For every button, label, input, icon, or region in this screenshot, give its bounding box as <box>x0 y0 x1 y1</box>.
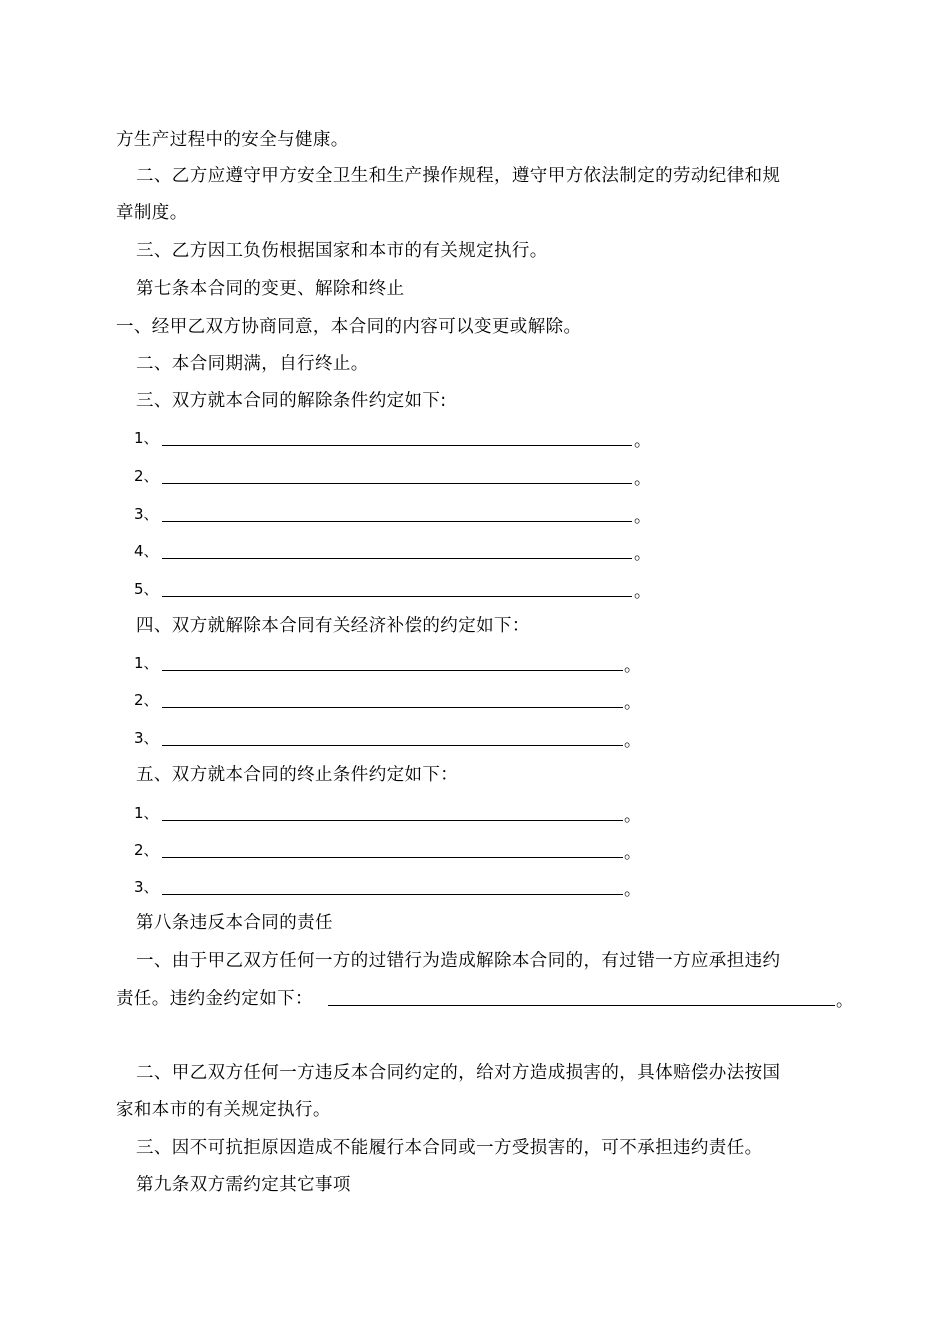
item-period: 。 <box>624 731 641 751</box>
paragraph-work-injury: 三、乙方因工负伤根据国家和本市的有关规定执行。 <box>136 241 548 261</box>
item-period: 。 <box>634 469 651 489</box>
article-8-clause-3: 三、因不可抗拒原因造成不能履行本合同或一方受损害的，可不承担违约责任。 <box>136 1138 763 1158</box>
paragraph-obey-rules-cont: 章制度。 <box>116 203 188 223</box>
item-number: 2、 <box>134 467 159 485</box>
article-7-clause-4: 四、双方就解除本合同有关经济补偿的约定如下： <box>136 616 530 636</box>
fill-in-blank[interactable] <box>162 745 623 746</box>
article-7-clause-1: 一、经甲乙双方协商同意，本合同的内容可以变更或解除。 <box>116 317 582 337</box>
paragraph-obey-rules: 二、乙方应遵守甲方安全卫生和生产操作规程，遵守甲方依法制定的劳动纪律和规 <box>136 166 781 186</box>
item-number: 2、 <box>134 841 159 859</box>
penalty-fill-in-blank[interactable] <box>328 1005 835 1006</box>
item-number: 4、 <box>134 542 159 560</box>
item-period: 。 <box>634 431 651 451</box>
item-number: 3、 <box>134 878 159 896</box>
article-8-clause-2-cont: 家和本市的有关规定执行。 <box>116 1100 331 1120</box>
item-period: 。 <box>624 656 641 676</box>
fill-in-blank[interactable] <box>162 707 623 708</box>
item-period: 。 <box>634 507 651 527</box>
item-period: 。 <box>624 693 641 713</box>
article-9-title: 第九条双方需约定其它事项 <box>136 1175 351 1195</box>
article-8-title: 第八条违反本合同的责任 <box>136 913 333 933</box>
penalty-period: 。 <box>836 991 853 1011</box>
article-7-clause-5: 五、双方就本合同的终止条件约定如下： <box>136 765 459 785</box>
item-number: 5、 <box>134 580 159 598</box>
article-7-title: 第七条本合同的变更、解除和终止 <box>136 279 405 299</box>
article-7-clause-2: 二、本合同期满，自行终止。 <box>136 354 369 374</box>
item-period: 。 <box>624 843 641 863</box>
item-number: 2、 <box>134 691 159 709</box>
item-number: 3、 <box>134 729 159 747</box>
paragraph-safety-health: 方生产过程中的安全与健康。 <box>116 130 349 150</box>
item-number: 3、 <box>134 505 159 523</box>
item-period: 。 <box>634 582 651 602</box>
article-8-clause-2: 二、甲乙双方任何一方违反本合同约定的，给对方造成损害的，具体赔偿办法按国 <box>136 1063 781 1083</box>
article-8-clause-1-cont: 责任。违约金约定如下： <box>116 989 313 1009</box>
item-period: 。 <box>624 806 641 826</box>
article-8-clause-1: 一、由于甲乙双方任何一方的过错行为造成解除本合同的，有过错一方应承担违约 <box>136 951 781 971</box>
item-number: 1、 <box>134 429 159 447</box>
article-7-clause-3: 三、双方就本合同的解除条件约定如下: <box>136 391 447 411</box>
item-period: 。 <box>624 880 641 900</box>
fill-in-blank[interactable] <box>162 596 632 597</box>
fill-in-blank[interactable] <box>162 521 632 522</box>
fill-in-blank[interactable] <box>162 857 623 858</box>
item-number: 1、 <box>134 804 159 822</box>
fill-in-blank[interactable] <box>162 670 623 671</box>
fill-in-blank[interactable] <box>162 558 632 559</box>
item-period: 。 <box>634 544 651 564</box>
item-number: 1、 <box>134 654 159 672</box>
fill-in-blank[interactable] <box>162 483 632 484</box>
fill-in-blank[interactable] <box>162 894 623 895</box>
fill-in-blank[interactable] <box>162 445 632 446</box>
fill-in-blank[interactable] <box>162 820 623 821</box>
